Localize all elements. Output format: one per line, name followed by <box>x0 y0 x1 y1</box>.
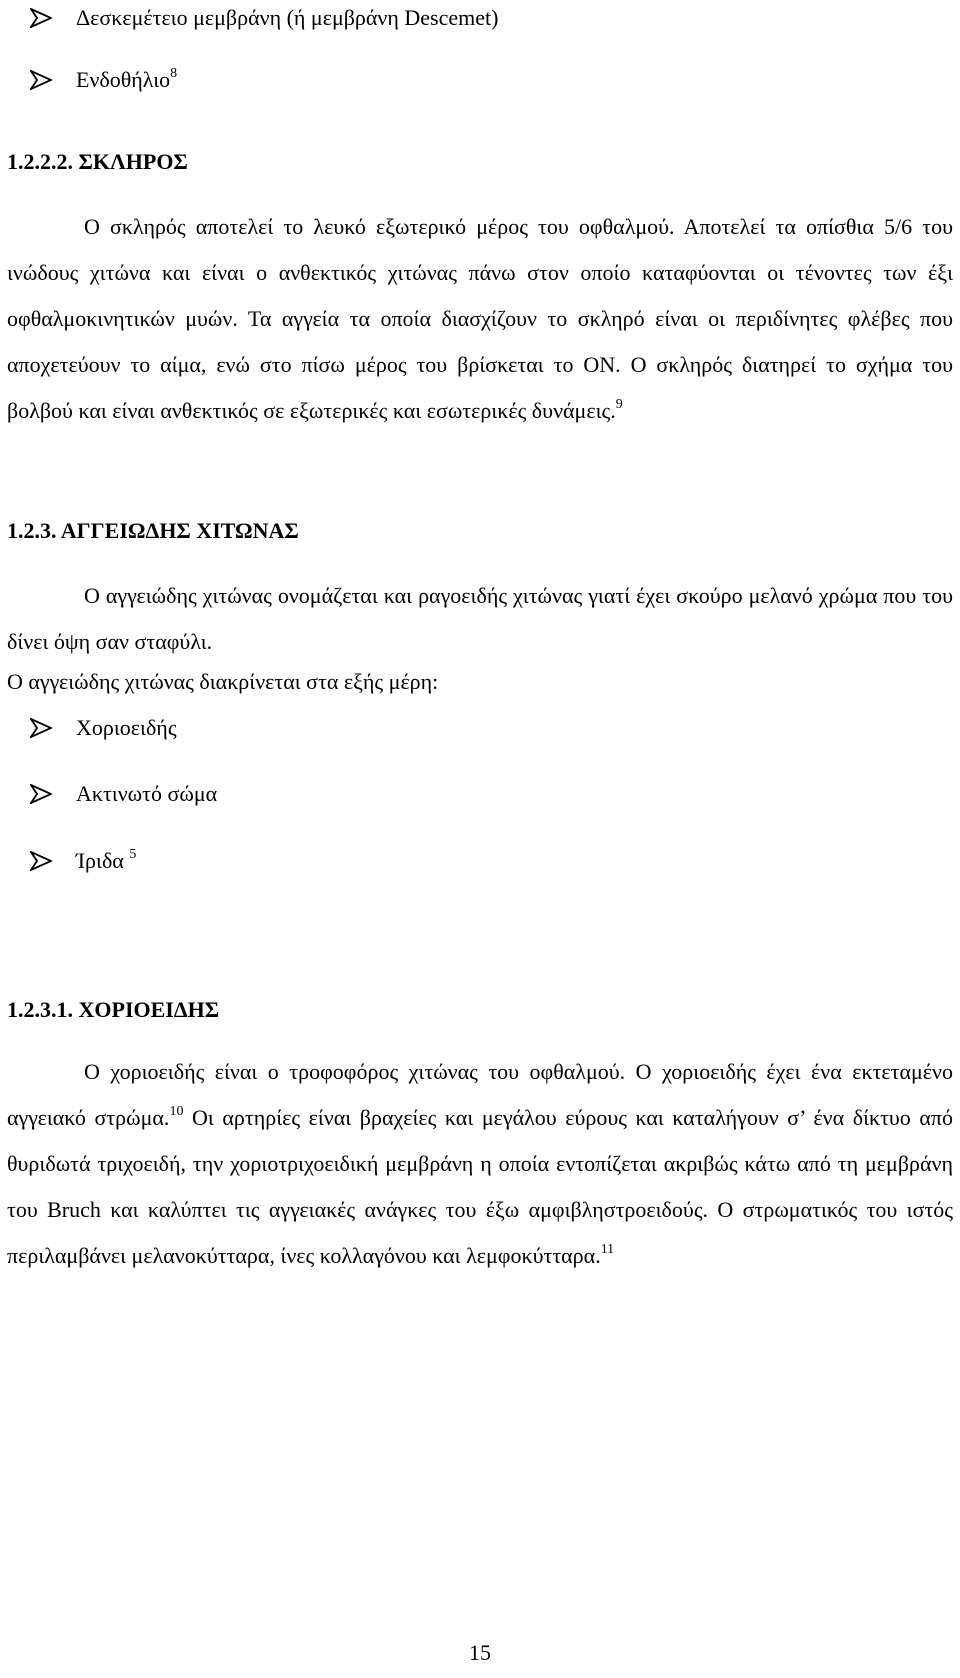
arrowhead-bullet-icon <box>30 0 58 41</box>
list-item <box>30 705 177 751</box>
list-item-label: Δεσκεμέτειο μεμβράνη (ή μεμβράνη Descemet) <box>76 5 499 30</box>
paragraph: Ο σκληρός αποτελεί το λευκό εξωτερικό μέρος του οφθαλμού. Αποτελεί τα οπίσθια 5/6 του ινώδους χιτώνα και είναι ο ανθεκτικός χιτώνας πάνω στον οποίο καταφύονται οι τένοντες των έξι οφθαλμοκινητικών μυών. Τα αγγεία τα οποία διασχίζουν το σκληρό είναι οι περιδίνητες φλέβες που αποχετεύουν το αίμα, ενώ στο πίσω μέρος του βρίσκεται το ΟΝ. Ο σκληρός διατηρεί το σχήμα του βολβού και είναι ανθεκτικός σε εξωτερικές και εσωτερικές δυνάμεις.$^9$ <box>7 214 953 423</box>
arrowhead-bullet-icon <box>30 838 58 884</box>
paragraph-line: Ο αγγειώδης χιτώνας διακρίνεται στα εξής μέρη: <box>7 669 439 694</box>
list-item-label: Χοριοειδής <box>76 715 177 740</box>
arrowhead-bullet-icon <box>30 705 58 751</box>
section-heading: 1.2.3. ΑΓΓΕΙΩΔΗΣ ΧΙΤΩΝΑΣ <box>7 518 299 543</box>
list-item <box>30 838 136 884</box>
arrowhead-bullet-icon <box>30 771 58 817</box>
section-heading: 1.2.3.1. ΧΟΡΙΟΕΙΔΗΣ <box>7 997 220 1022</box>
page-number: 15 <box>469 1640 491 1665</box>
list-item-label: Ενδοθήλιο$^8$ <box>76 65 178 92</box>
list-item <box>30 771 217 817</box>
section-heading: 1.2.2.2. ΣΚΛΗΡΟΣ <box>7 149 188 174</box>
paragraph: Ο αγγειώδης χιτώνας ονομάζεται και ραγοειδής χιτώνας γιατί έχει σκούρο μελανό χρώμα που του δίνει όψη σαν σταφύλι. <box>7 583 953 654</box>
arrowhead-bullet-icon <box>30 57 58 103</box>
paragraph: Ο χοριοειδής είναι ο τροφοφόρος χιτώνας του οφθαλμού. Ο χοριοειδής έχει ένα εκτεταμένο αγγειακό στρώμα.$^{10}$ Οι αρτηρίες είναι βραχείες και μεγάλου εύρους και καταλήγουν σ’ ένα δίκτυο από θυριδωτά τριχοειδή, την χοριοτριχοειδική μεμβράνη η οποία εντοπίζεται ακριβώς κάτω από τη μεμβράνη του Bruch και καλύπτει τις αγγειακές ανάγκες του έξω αμφιβληστροειδούς. Ο στρωματικός του ιστός περιλαμβάνει μελανοκύτταρα, ίνες κολλαγόνου και λεμφοκύτταρα.$^{11}$ <box>7 1059 954 1268</box>
list-item <box>30 0 498 41</box>
list-item <box>30 57 177 103</box>
list-item-label: Ακτινωτό σώμα <box>76 781 218 806</box>
list-item-label: Ίριδα $^5$ <box>76 846 137 873</box>
